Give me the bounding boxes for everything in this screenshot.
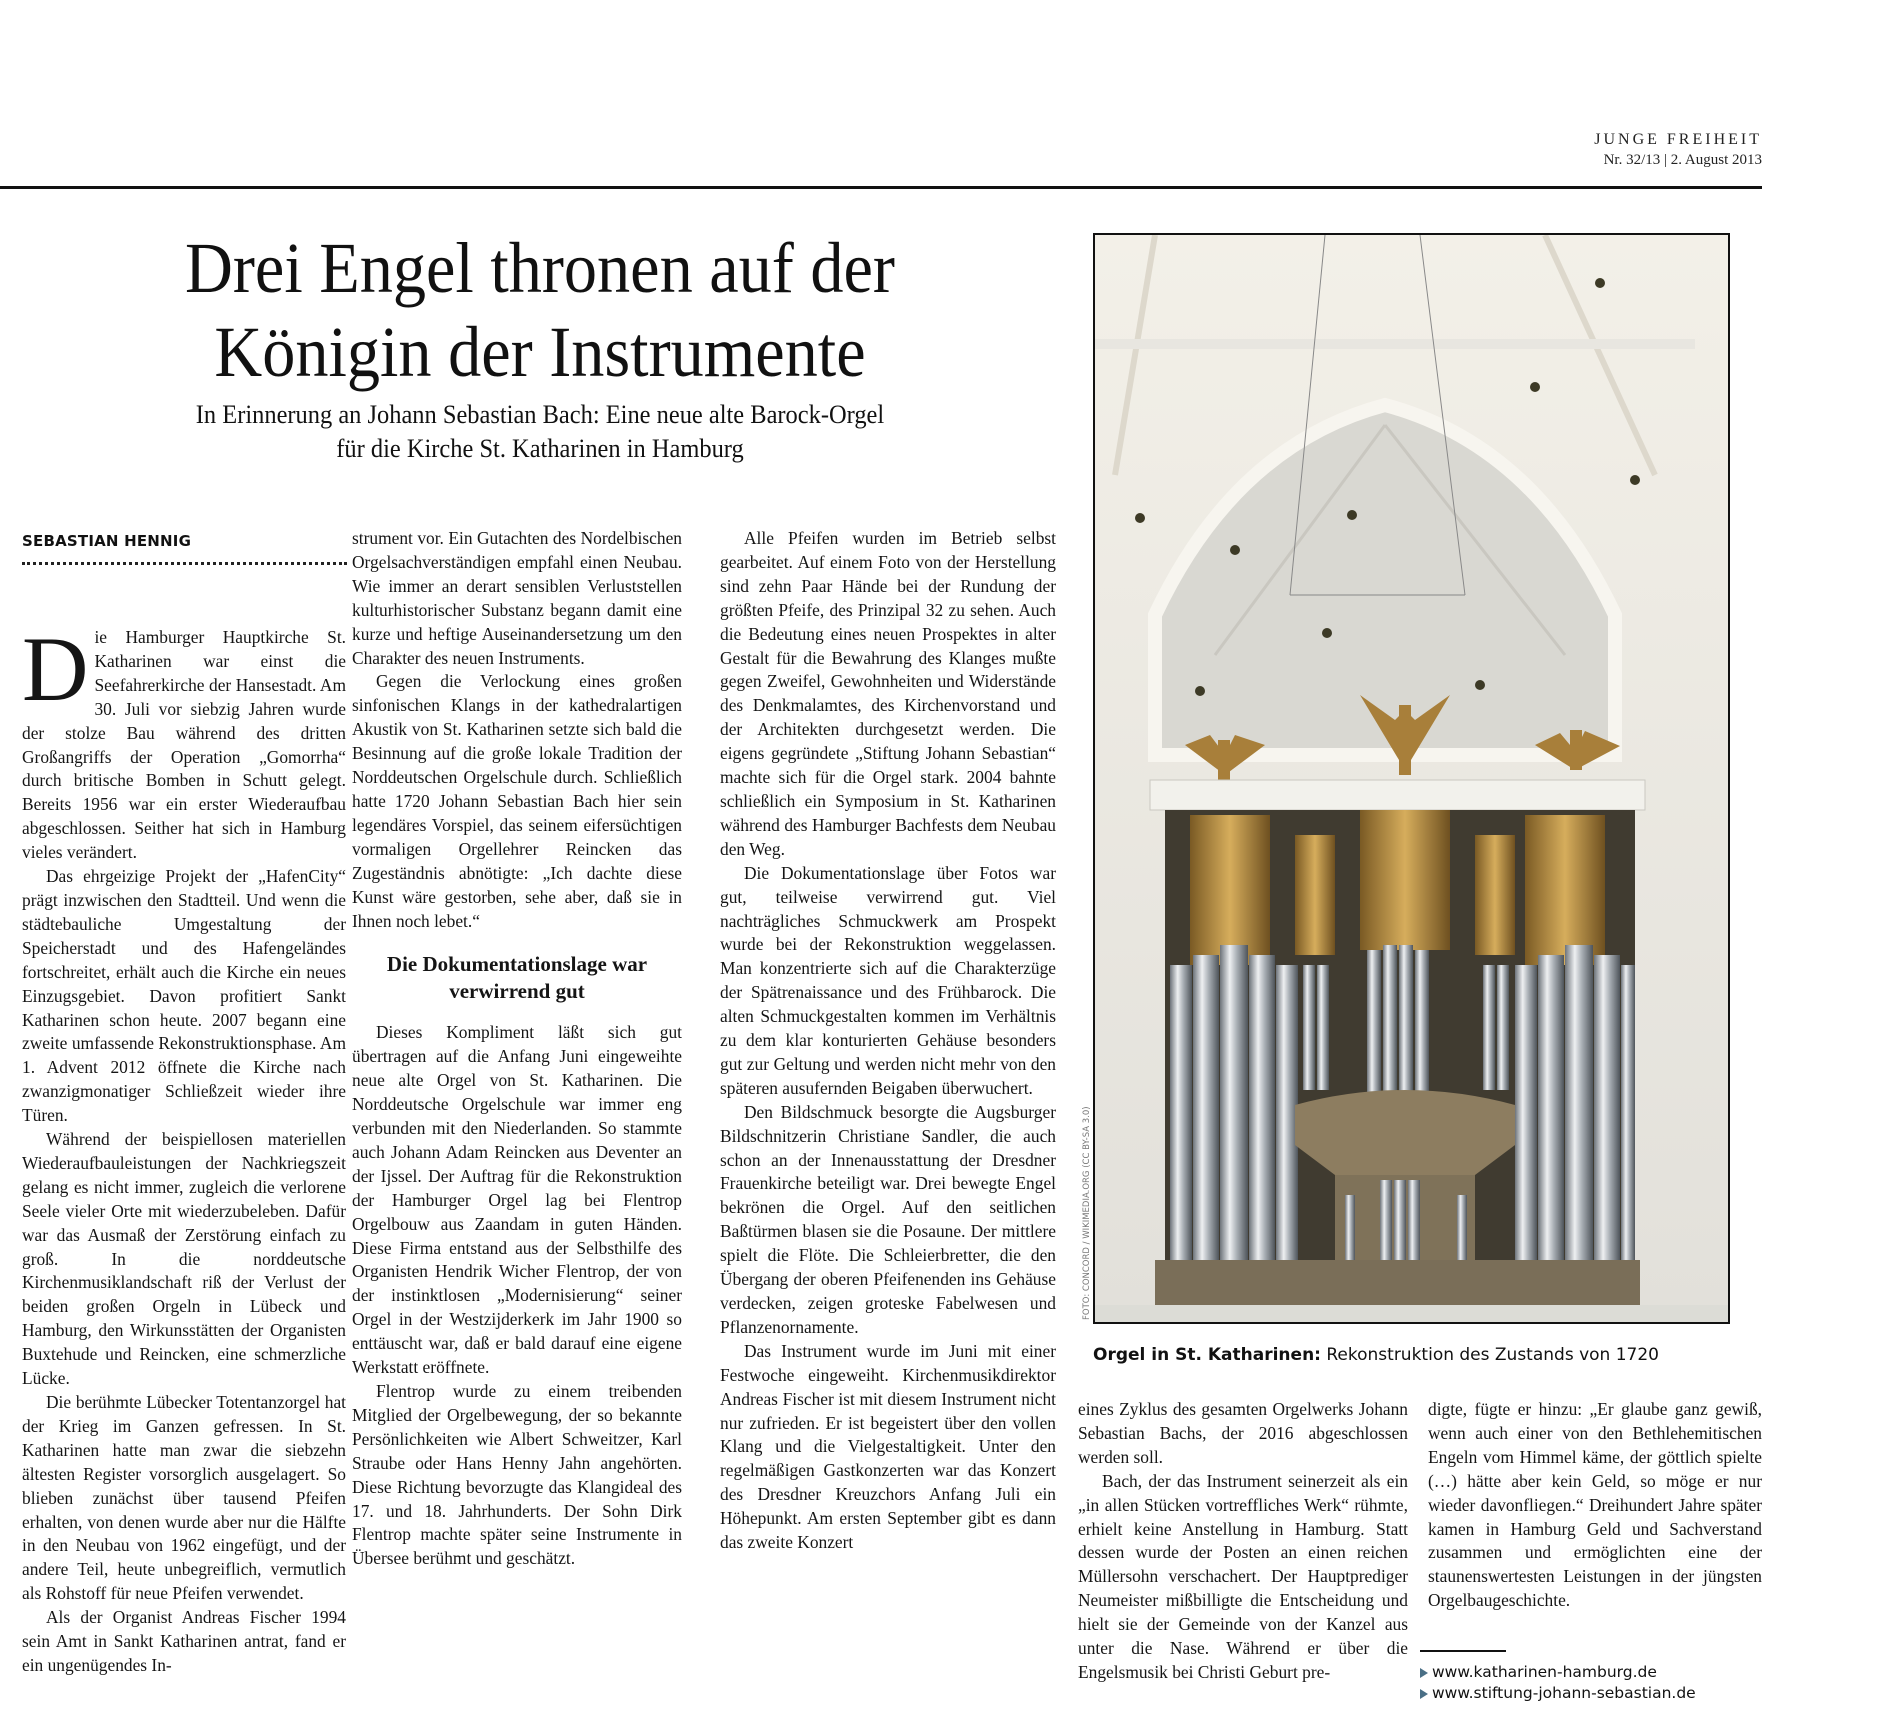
paragraph: Gegen die Verlockung eines großen sinfonischen Klangs in der kathedralartigen Akustik von St. Katharinen setzte sich bald die Besinnung auf die große lokale Tradition der Norddeutschen Orgelschule durch. Schließlich hatte 1720 Johann Sebastian Bach hier sein legendäres Vorspiel, das seinem eifersüchtigen vormaligen Orgellehrer Reincken das Zugeständnis abnötigte: „Ich dachte diese Kunst wäre gestorben, sehe aber, daß sie in Ihnen noch lebet.“	[352, 671, 682, 931]
paragraph: Bach, der das Instrument seinerzeit als ein „in allen Stücken vortreffliches Werk“ rühmte, erhielt keine Anstellung in Hamburg. Statt dessen wurde der Posten an einen reichen Müllersohn verschachert. Der Hauptprediger Neumeister mißbilligte die Entscheidung und hielt sie der Gemeinde von der Kanzel aus unter die Nase. Während er über die Engelsmusik bei Christi Geburt pre-	[1078, 1470, 1408, 1682]
caption-title: Orgel in St. Katharinen:	[1093, 1345, 1321, 1365]
issue-line: Nr. 32/13 | 2. August 2013	[1603, 152, 1762, 168]
link-item[interactable]	[1420, 1662, 1696, 1683]
byline-divider	[22, 562, 347, 565]
paragraph: strument vor. Ein Gutachten des Nordelbischen Orgelsachverständigen empfahl einen Neubau. Wie immer an derart sensiblen Verluststellen kulturhistorischer Substanz begann damit eine kurze und heftige Auseinandersetzung um den Charakter des neuen Instruments.	[352, 528, 682, 668]
article-column-2	[352, 527, 682, 1571]
link-item[interactable]	[1420, 1683, 1696, 1704]
subheadline-line: für die Kirche St. Katharinen in Hamburg	[336, 434, 744, 463]
paragraph: Als der Organist Andreas Fischer 1994 sein Amt in Sankt Katharinen antrat, fand er ein ungenügendes In-	[22, 1607, 346, 1675]
paragraph: Dieses Kompliment läßt sich gut übertragen auf die Anfang Juni eingeweihte neue alte Orgel von St. Katharinen. Die Norddeutsche Orgelschule war immer eng verbunden mit den Niederlanden. So stammte auch Johann Adam Reincken aus Deventer an der Ijssel. Der Auftrag für die Rekonstruktion der Hamburger Orgel lag bei Flentrop Orgelbouw aus Zaandam in guten Händen. Diese Firma entstand aus der Selbsthilfe des Organisten Hendrik Wicher Flentrop, der von der instinktlosen „Modernisierung“ seiner Orgel in der Westzijderkerk im Jahr 1900 so enttäuscht war, daß er bald darauf eine eigene Werkstatt eröffnete.	[352, 1022, 682, 1378]
organ-illustration	[1095, 235, 1728, 1322]
related-links	[1420, 1662, 1696, 1704]
article-column-5	[1428, 1398, 1762, 1613]
paragraph: digte, fügte er hinzu: „Er glaube ganz gewiß, wenn auch einer von den Bethlehemitischen Engeln vom Himmel käme, der göttlich spielte (…) hätte aber kein Geld, so möge er nur wieder davonfliegen.“ Dreihundert Jahre später kamen in Hamburg Geld und Sachverstand zusammen und ermöglichten eine der staunenswertesten Leistungen in der jüngsten Orgelbaugeschichte.	[1428, 1399, 1762, 1611]
arrow-right-icon	[1420, 1668, 1428, 1678]
headline	[98, 226, 981, 394]
section-subhead: Die Dokumentationslage war verwirrend gut	[386, 952, 648, 1004]
paragraph: Den Bildschmuck besorgte die Augsburger Bildschnitzerin Christiane Sandler, die auch schon an der Innenausstattung der Dresdner Frauenkirche beteiligt war. Drei bewegte Engel bekrönen die Orgel. Auf den seitlichen Baßtürmen blasen sie die Posaune. Der mittlere spielt die Flöte. Die Schleierbretter, die den Übergang der oberen Pfeifenenden ins Gehäuse verdecken, zeigen groteske Fabelwesen und Pflanzenornamente.	[720, 1101, 1056, 1337]
subheadline	[70, 398, 1010, 466]
paragraph: Die berühmte Lübecker Totentanzorgel hat der Krieg im Ganzen gefressen. In St. Katharinen hatte man zwar die siebzehn ältesten Register vorsorglich ausgelagert. So blieben zunächst über tausend Pfeifen erhalten, von denen wurde aber nur die Hälfte in den Neubau von 1962 eingefügt, und der andere Teil, heute unbegreiflich, vermutlich als Rohstoff für neue Pfeifen verwendet.	[22, 1392, 346, 1604]
masthead	[1594, 130, 1762, 170]
paragraph: Die Hamburger Hauptkirche St. Katharinen war einst die Seefahrerkirche der Hansestadt. Am 30. Juli vor siebzig Jahren wurde der stolze Bau während des dritten Großangriffs der Operation „Gomorrha“ durch britische Bomben in Schutt gelegt. Bereits 1956 war ein erster Wiederaufbau abgeschlossen. Seither hat sich in Hamburg vieles verändert.	[22, 618, 346, 863]
newspaper-name: JUNGE FREIHEIT	[1594, 131, 1762, 148]
paragraph: Alle Pfeifen wurden im Betrieb selbst gearbeitet. Auf einem Foto von der Herstellung sind zehn Paar Hände bei der Rundung der größten Pfeife, des Prinzipal 32 zu sehen. Auch die Bedeutung eines neuen Prospektes in alter Gestalt für die Bewahrung des Klanges mußte gegen Zweifel, Gewohnheiten und Widerstände des Denkmalamtes, des Kirchenvorstand und der Architekten durchgesetzt werden. Die eigens gegründete „Stiftung Johann Sebastian“ machte sich für die Orgel stark. 2004 bahnte schließlich ein Symposium in St. Katharinen während des Hamburger Bachfests dem Neubau den Weg.	[720, 528, 1056, 859]
caption-text: Rekonstruktion des Zustands von 1720	[1320, 1345, 1659, 1365]
photo-credit: FOTO: CONCORD / WIKIMEDIA.ORG (CC BY-SA 3.0)	[1082, 1106, 1092, 1320]
headline-line: Drei Engel thronen auf der	[185, 228, 895, 308]
drop-cap: D	[22, 618, 89, 720]
links-divider	[1420, 1650, 1506, 1652]
paragraph: Während der beispiellosen materiellen Wiederaufbauleistungen der Nachkriegszeit gelang es nicht immer, zugleich die verlorene Seele vieler Orte mit wiederzubeleben. Dafür war das Ausmaß der Zerstörung einfach zu groß. In die norddeutsche Kirchenmusiklandschaft riß der Verlust der beiden großen Orgeln in Lübeck und Hamburg, den Wirkunsstätten der Organisten Buxtehude und Reincken, eine schmerzliche Lücke.	[22, 1129, 346, 1389]
paragraph: Flentrop wurde zu einem treibenden Mitglied der Orgelbewegung, der so bekannte Persönlichkeiten wie Albert Schweitzer, Karl Straube oder Hans Henny Jahn angehörten. Diese Richtung bevorzugte das Klangideal des 17. und 18. Jahrhunderts. Der Sohn Dirk Flentrop machte später seine Instrumente in Übersee berühmt und geschätzt.	[352, 1381, 682, 1569]
article-column-4	[1078, 1398, 1408, 1685]
header-rule	[0, 186, 1762, 189]
link-label[interactable]: www.stiftung-johann-sebastian.de	[1432, 1684, 1696, 1702]
article-column-3	[720, 527, 1056, 1555]
photo-caption	[1093, 1345, 1659, 1365]
link-label[interactable]: www.katharinen-hamburg.de	[1432, 1663, 1657, 1681]
headline-line: Königin der Instrumente	[214, 312, 866, 392]
paragraph: eines Zyklus des gesamten Orgelwerks Johann Sebastian Bachs, der 2016 abgeschlossen werden soll.	[1078, 1399, 1408, 1467]
paragraph: Die Dokumentationslage über Fotos war gut, teilweise verwirrend gut. Viel nachträgliches Schmuckwerk am Prospekt wurde bei der Rekonstruktion weggelassen. Man konzentrierte sich auf die Charakterzüge der Spätrenaissance und des Frühbarock. Die alten Schmuckgestalten kommen im Verhältnis zu dem klar konturierten Gehäuse besonders gut zur Geltung und werden nicht mehr von den späteren ausufernden Beigaben überwuchert.	[720, 862, 1056, 1098]
byline: SEBASTIAN HENNIG	[22, 532, 192, 550]
paragraph: Das ehrgeizige Projekt der „HafenCity“ prägt inzwischen den Stadtteil. Und wenn die städtebauliche Umgestaltung der Speicherstadt und des Hafengeländes fortschreitet, erhält auch die Kirche ein neues Einzugsgebiet. Davon profitiert Sankt Katharinen schon heute. 2007 begann eine zweite umfassende Rekonstruktionsphase. Am 1. Advent 2012 öffnete die Kirche nach zwanzigmonatiger Schließzeit wieder ihre Türen.	[22, 866, 346, 1126]
organ-photo	[1093, 233, 1730, 1324]
paragraph: Das Instrument wurde im Juni mit einer Festwoche eingeweiht. Kirchenmusikdirektor Andreas Fischer ist mit diesem Instrument nicht nur zufrieden. Er ist begeistert über den vollen Klang und die Vielgestaltigkeit. Unter den regelmäßigen Gastkonzerten war das Konzert des Dresdner Kreuzchors Anfang Juli ein Höhepunkt. Am ersten September gibt es dann das zweite Konzert	[720, 1340, 1056, 1553]
arrow-right-icon	[1420, 1689, 1428, 1699]
subheadline-line: In Erinnerung an Johann Sebastian Bach: Eine neue alte Barock-Orgel	[195, 400, 885, 429]
article-column-1	[22, 618, 346, 1678]
